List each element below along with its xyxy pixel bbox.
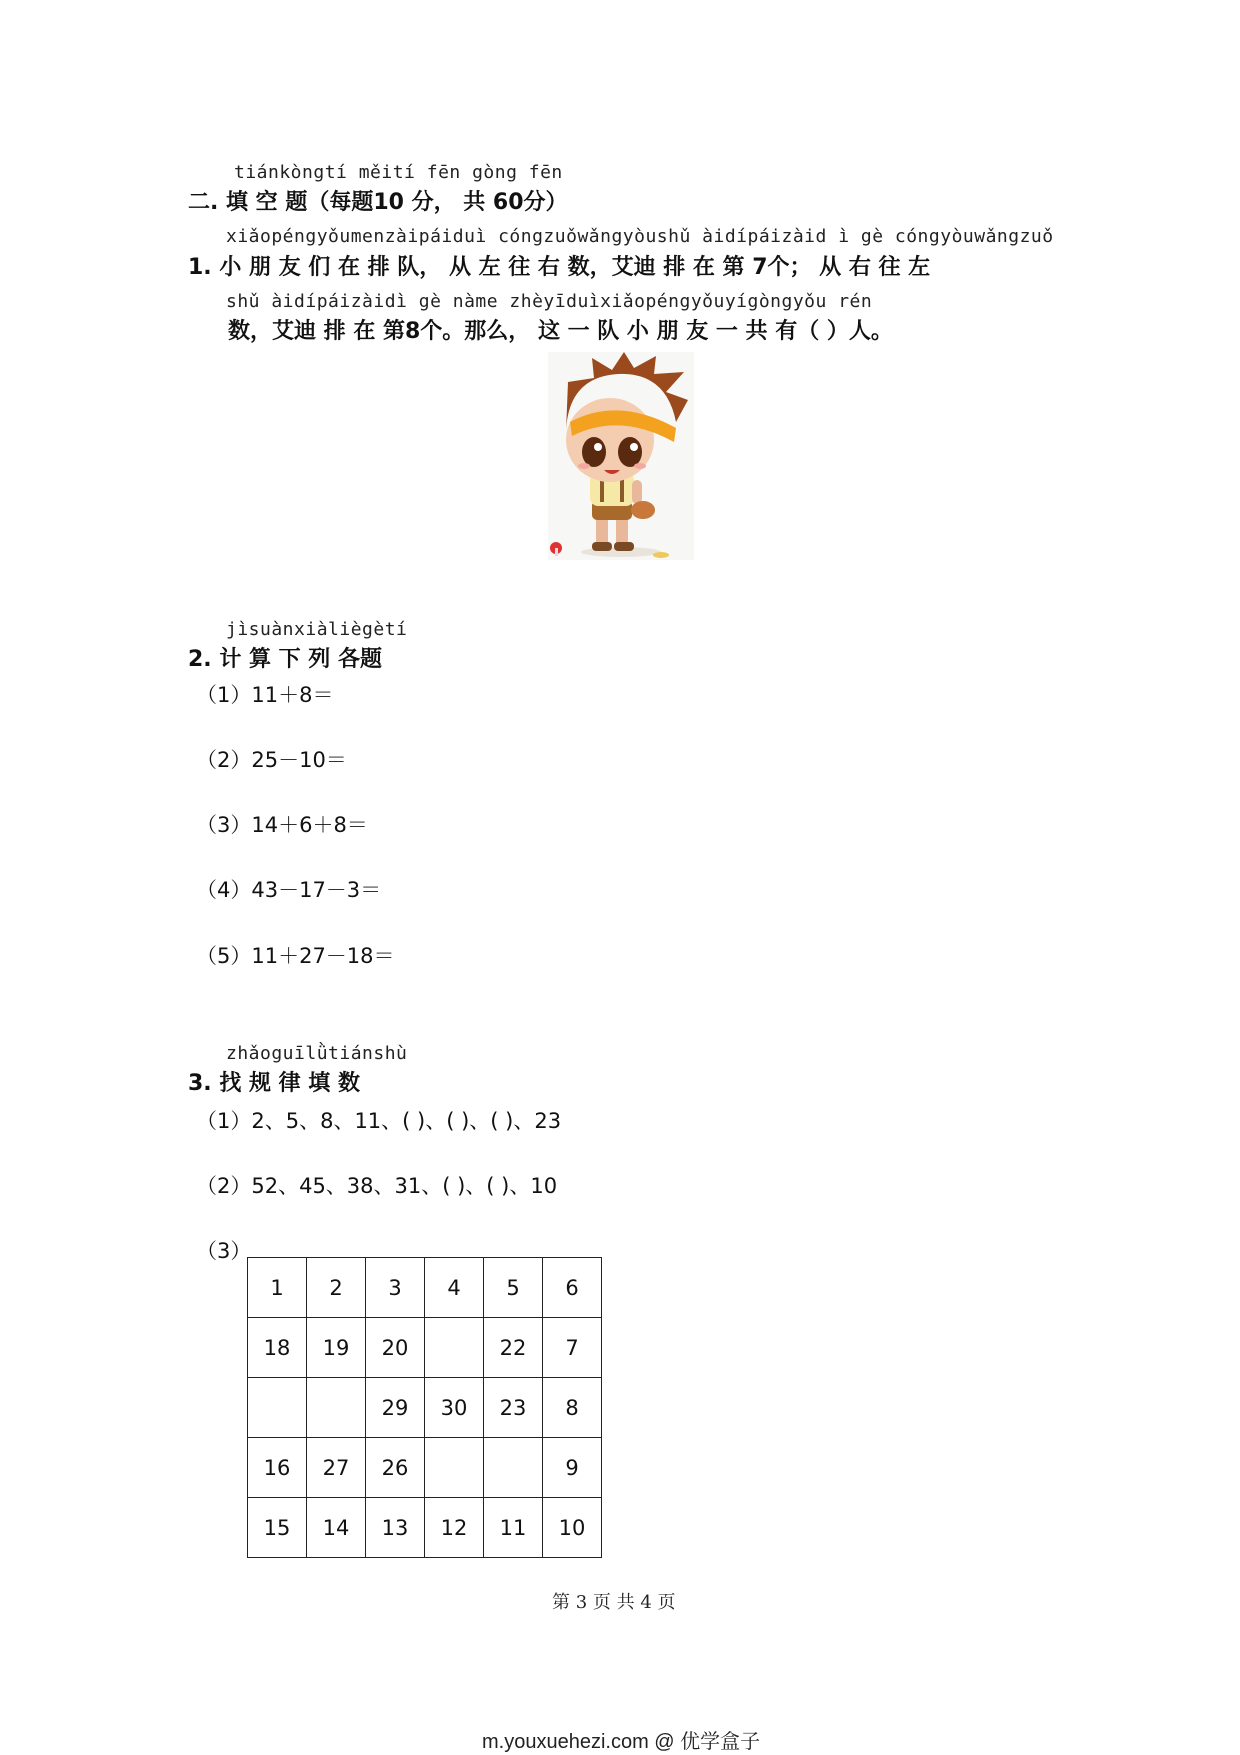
page-number: 第 3 页 共 4 页 [552,1592,676,1613]
grid-cell-blank[interactable] [425,1438,484,1498]
grid-cell: 10 [543,1498,602,1558]
grid-cell: 3 [366,1258,425,1318]
grid-cell: 14 [307,1498,366,1558]
grid-cell: 9 [543,1438,602,1498]
q2-title: 2. 计 算 下 列 各题 [188,647,382,672]
grid-cell: 11 [484,1498,543,1558]
grid-cell: 7 [543,1318,602,1378]
grid-row [248,1318,602,1378]
grid-cell: 16 [248,1438,307,1498]
q1-text-line2: 数，艾迪 排 在 第8个。那么， 这 一 队 小 朋 友 一 共 有（ ）人。 [228,319,893,344]
q1-text-line1: 1. 小 朋 友 们 在 排 队， 从 左 往 右 数，艾迪 排 在 第 7个； 从 右 往 左 [188,255,931,280]
number-spiral-grid [247,1257,602,1558]
grid-cell-blank[interactable] [425,1318,484,1378]
q3-item-3: （3） [196,1239,252,1263]
grid-cell-blank[interactable] [307,1378,366,1438]
section-pinyin: tiánkòngtí měití fēn gòng fēn [234,162,563,183]
grid-cell: 5 [484,1258,543,1318]
grid-cell: 19 [307,1318,366,1378]
q3-pinyin: zhǎoguīlǜtiánshù [226,1043,408,1064]
grid-cell: 8 [543,1378,602,1438]
grid-cell-blank[interactable] [248,1378,307,1438]
grid-cell: 26 [366,1438,425,1498]
grid-cell: 13 [366,1498,425,1558]
watermark-brand: m.youxuehezi.com @ 优学盒子 [482,1731,761,1753]
grid-cell: 15 [248,1498,307,1558]
grid-row [248,1258,602,1318]
grid-cell: 2 [307,1258,366,1318]
q2-item-4: （4）43－17－3＝ [196,878,382,902]
grid-cell: 1 [248,1258,307,1318]
section-title: 二. 填 空 题（每题10 分， 共 60分） [188,190,568,215]
grid-cell: 29 [366,1378,425,1438]
grid-cell: 30 [425,1378,484,1438]
grid-cell: 6 [543,1258,602,1318]
grid-cell: 18 [248,1318,307,1378]
grid-row [248,1498,602,1558]
q2-item-1: （1）11＋8＝ [196,683,334,707]
grid-cell: 27 [307,1438,366,1498]
q2-pinyin: jìsuànxiàliègètí [226,619,408,640]
q1-pinyin-line2: shǔ àidípáizàidì gè nàme zhèyīduìxiǎopéngyǒuyígòngyǒu rén [226,291,873,312]
q3-title: 3. 找 规 律 填 数 [188,1071,360,1096]
grid-cell: 4 [425,1258,484,1318]
q3-item-2: （2）52、45、38、31、( )、( )、10 [196,1174,558,1198]
grid-row [248,1378,602,1438]
q1-pinyin-line1: xiǎopéngyǒumenzàipáiduì cóngzuǒwǎngyòushǔ àidípáizàid ì gè cóngyòuwǎngzuǒ [226,226,1054,247]
q2-item-2: （2）25－10＝ [196,748,347,772]
q3-item-1: （1）2、5、8、11、( )、( )、( )、23 [196,1109,562,1133]
grid-cell: 12 [425,1498,484,1558]
q2-item-5: （5）11＋27－18＝ [196,944,395,968]
q2-item-3: （3）14＋6＋8＝ [196,813,368,837]
grid-cell: 22 [484,1318,543,1378]
grid-row [248,1438,602,1498]
grid-cell-blank[interactable] [484,1438,543,1498]
cartoon-boy-illustration [548,352,694,560]
grid-cell: 20 [366,1318,425,1378]
grid-cell: 23 [484,1378,543,1438]
